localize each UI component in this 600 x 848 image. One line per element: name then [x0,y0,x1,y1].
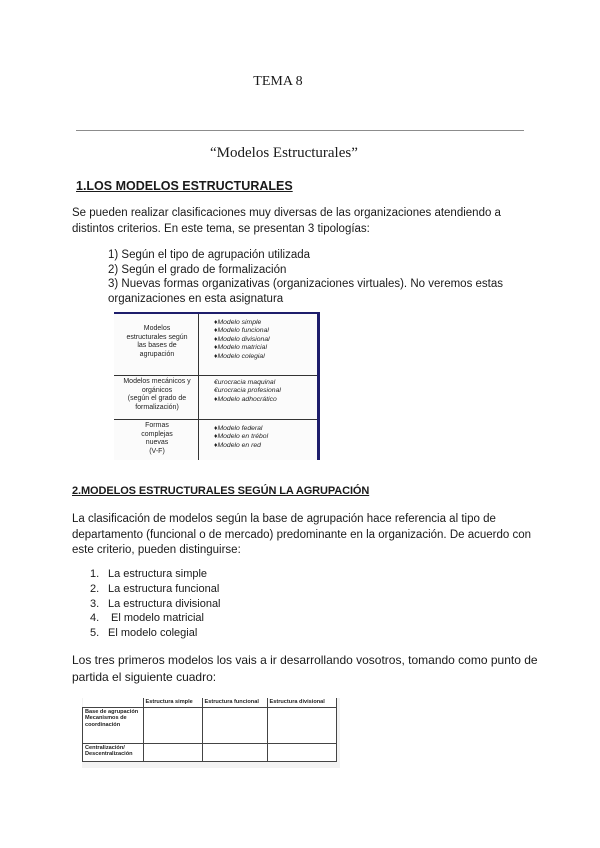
table-row-label: Centralización/ Descentralización [83,743,144,761]
table-header-cell: Estructura simple [143,698,202,707]
figure-row-items [214,379,314,404]
label-line: nuevas [145,439,169,447]
figure-column-divider [198,314,199,460]
list-text: La estructura funcional [108,582,220,595]
table-header-cell: Estructura funcional [202,698,267,707]
table-cell [143,707,202,743]
list-number: 4. [90,612,100,625]
figure-item: ♦Modelo simple [214,319,262,326]
figure-item: ♦Modelo en trébol [214,433,269,441]
section1-intro: Se pueden realizar clasificaciones muy diversas de las organizaciones atendiendo a distintos criterios. En este tema, se presentan 3 tipologías: [72,207,501,235]
title-divider [76,130,524,131]
row-label-line: Mecanismos de coordinación [85,715,127,728]
typology-figure [114,312,320,460]
list-item [90,597,221,612]
list-number: 5. [90,627,100,640]
label-line: agrupación [139,350,175,358]
label-line: formalización) [135,403,179,411]
list-item: 1) Según el tipo de agrupación utilizada [108,249,311,261]
figure-item: ♦Modelo colegial [214,352,265,360]
comparison-table [82,698,337,762]
figure-row-label [118,422,196,456]
label-line: orgánicos [141,386,173,394]
list-number: 1. [90,568,100,580]
table-cell [143,743,202,761]
figure-row-items [214,425,314,450]
figure-top-border [114,312,320,314]
label-line: (V-F) [149,447,165,455]
table-header-cell: Estructura divisional [267,698,336,707]
document-title-text: “Modelos Estructurales” [210,145,358,161]
list-text: El modelo matricial [108,612,204,625]
comparison-table-figure [82,698,340,768]
list-item: organizaciones en esta asignatura [108,292,284,305]
label-line: las bases de [137,342,177,350]
figure-item: ♦Modelo federal [214,425,263,432]
list-number: 3. [90,597,100,610]
table-cell [267,743,336,761]
figure-row-label [118,378,196,412]
list-item [90,582,221,597]
figure-item: ♦Modelo en red [214,441,261,449]
section1-list [108,248,508,306]
tema-number: TEMA 8 [253,74,303,89]
figure-item: ♦Modelo adhocrático [214,395,277,403]
list-item [90,626,221,641]
list-number: 2. [90,582,100,595]
list-item [90,567,221,582]
list-text: El modelo colegial [108,627,198,640]
label-line: Modelos mecánicos y [123,378,191,385]
figure-item: €urocracia profesional [214,387,281,395]
list-item: 3) Nuevas formas organizativas (organizaciones virtuales). No veremos estas [108,278,503,290]
section1-heading: 1.LOS MODELOS ESTRUCTURALES [76,179,293,193]
table-cell [202,743,267,761]
section2-closing: Los tres primeros modelos los vais a ir desarrollando vosotros, tomando como punto de partida el siguiente cuadro: [72,653,538,684]
label-line: estructurales según [126,333,188,341]
list-text: La estructura divisional [108,597,221,610]
figure-row-divider [114,375,317,376]
label-line: complejas [141,430,173,438]
list-item: 2) Según el grado de formalización [108,263,287,276]
table-cell [202,707,267,743]
figure-row-label [118,325,196,359]
figure-item: ♦Modelo funcional [214,327,269,335]
section2-intro: La clasificación de modelos según la base de agrupación hace referencia al tipo de departamento (funcional o de mercado) predominante en la organización. De acuerdo con este criterio, pueden distinguirse: [72,513,532,556]
figure-row-items [214,319,314,361]
table-row-label [83,707,144,743]
row-label-line: Base de agrupación [85,708,139,715]
label-line: Modelos [143,325,171,332]
figure-right-border [317,312,320,460]
table-corner-cell [83,698,144,707]
figure-item: ♦Modelo divisional [214,335,270,343]
figure-item: €urocracia maquinal [214,379,276,386]
figure-item: ♦Modelo matricial [214,344,267,352]
list-text: La estructura simple [108,568,208,580]
section2-list [90,567,221,641]
table-cell [267,707,336,743]
label-line: (según el grado de [127,395,187,403]
figure-row-divider [114,419,317,420]
label-line: Formas [145,422,169,429]
list-item [90,611,221,626]
section2-heading: 2.MODELOS ESTRUCTURALES SEGÚN LA AGRUPACIÓN [72,485,370,497]
